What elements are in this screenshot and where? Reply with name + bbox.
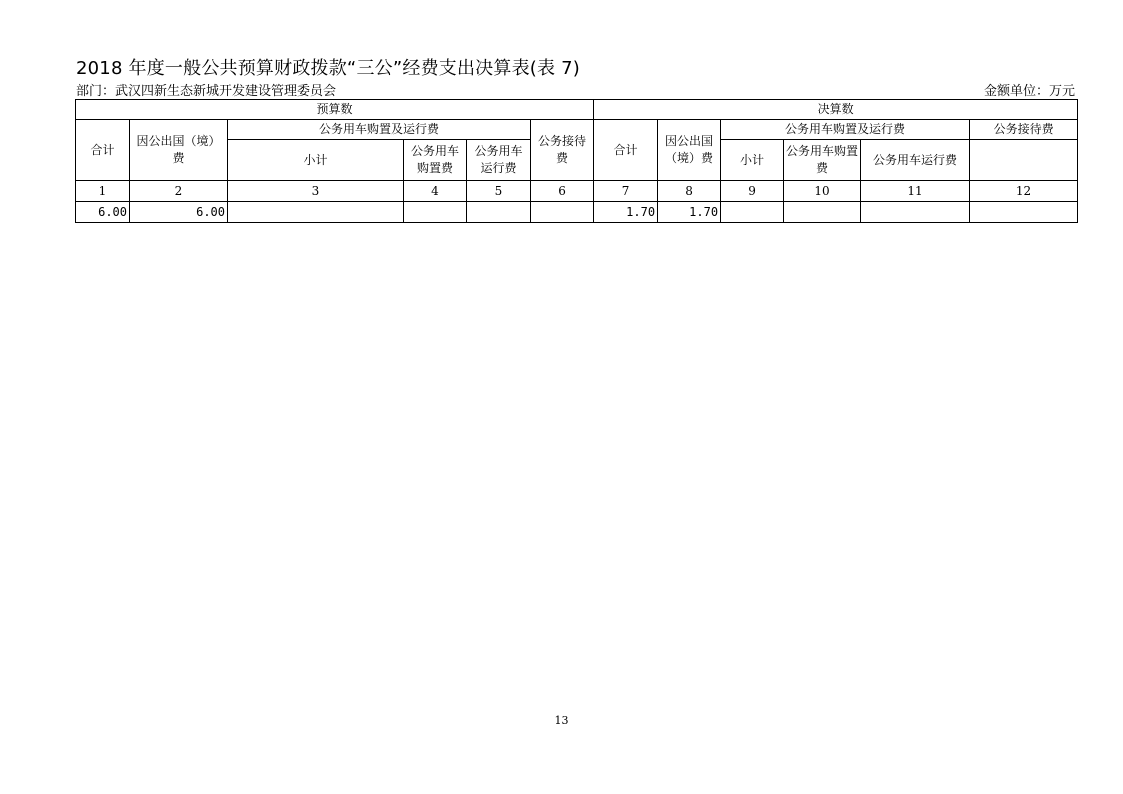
final-reception-blank-cell <box>970 140 1078 181</box>
data-cell <box>784 202 861 223</box>
final-vehicle-subtotal-header: 小计 <box>721 140 784 181</box>
data-cell <box>721 202 784 223</box>
data-cell: 1.70 <box>658 202 721 223</box>
final-total-header: 合计 <box>594 120 658 181</box>
budget-reception-header: 公务接待费 <box>531 120 594 181</box>
three-public-expenses-table <box>75 99 1078 223</box>
column-number: 11 <box>861 181 970 202</box>
column-number: 10 <box>784 181 861 202</box>
column-number: 12 <box>970 181 1078 202</box>
data-cell: 6.00 <box>130 202 228 223</box>
amount-unit-label: 金额单位：万元 <box>983 84 1075 99</box>
page-number: 13 <box>554 714 569 727</box>
column-number: 4 <box>404 181 467 202</box>
data-cell: 6.00 <box>76 202 130 223</box>
department-label: 部门：武汉四新生态新城开发建设管理委员会 <box>76 84 337 99</box>
data-cell: 1.70 <box>594 202 658 223</box>
column-number: 7 <box>594 181 658 202</box>
data-cell <box>970 202 1078 223</box>
budget-abroad-header: 因公出国（境）费 <box>130 120 228 181</box>
data-cell <box>531 202 594 223</box>
column-number: 1 <box>76 181 130 202</box>
data-cell <box>861 202 970 223</box>
budget-vehicle-operation-header: 公务用车运行费 <box>467 140 531 181</box>
column-number: 5 <box>467 181 531 202</box>
final-vehicle-operation-header: 公务用车运行费 <box>861 140 970 181</box>
budget-vehicle-group-header: 公务用车购置及运行费 <box>228 120 531 140</box>
budget-vehicle-purchase-header: 公务用车购置费 <box>404 140 467 181</box>
column-number: 2 <box>130 181 228 202</box>
page-title: 2018 年度一般公共预算财政拨款“三公”经费支出决算表(表 7) <box>76 58 580 79</box>
column-number: 8 <box>658 181 721 202</box>
budget-vehicle-subtotal-header: 小计 <box>228 140 404 181</box>
data-row <box>76 202 1078 223</box>
column-number: 6 <box>531 181 594 202</box>
column-number: 9 <box>721 181 784 202</box>
budget-total-header: 合计 <box>76 120 130 181</box>
budget-header: 预算数 <box>76 100 594 120</box>
final-header: 决算数 <box>594 100 1078 120</box>
data-cell <box>404 202 467 223</box>
data-cell <box>467 202 531 223</box>
data-cell <box>228 202 404 223</box>
column-number-row <box>76 181 1078 202</box>
column-number: 3 <box>228 181 404 202</box>
final-vehicle-purchase-header: 公务用车购置费 <box>784 140 861 181</box>
final-reception-header: 公务接待费 <box>970 120 1078 140</box>
final-abroad-header: 因公出国（境）费 <box>658 120 721 181</box>
final-vehicle-group-header: 公务用车购置及运行费 <box>721 120 970 140</box>
